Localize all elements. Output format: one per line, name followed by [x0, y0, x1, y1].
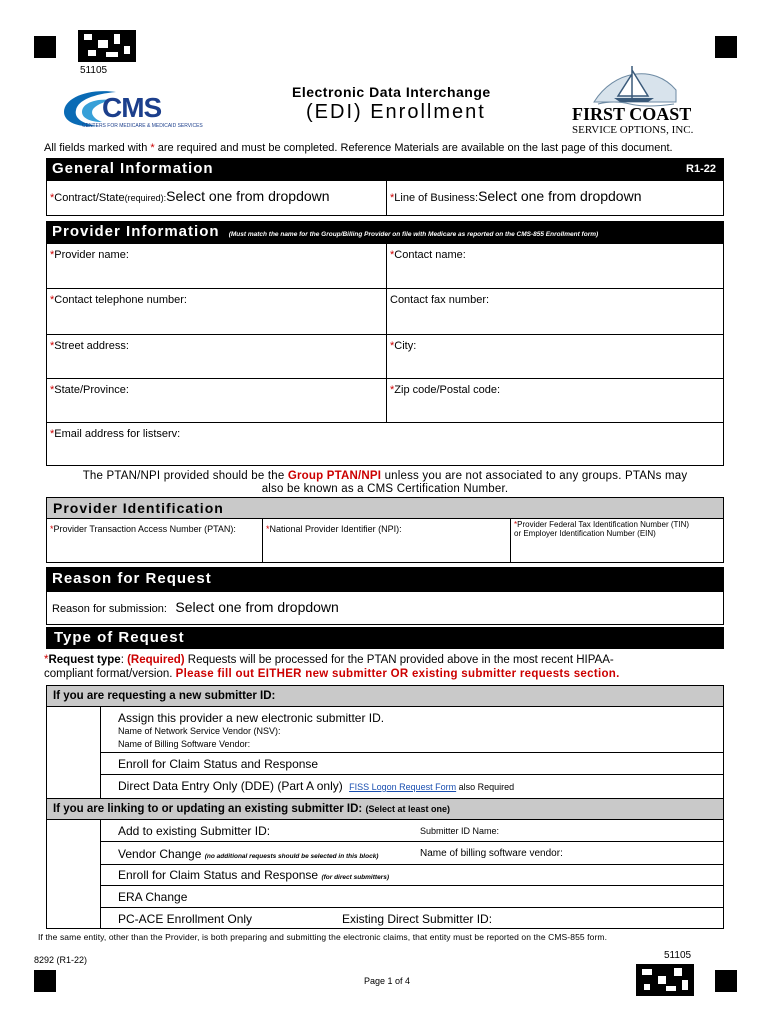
registration-mark-bottom-left [34, 970, 56, 992]
cms-logo [58, 86, 208, 132]
vendor-change-option[interactable]: Vendor Change (no additional requests should be selected in this block) [118, 847, 379, 861]
contract-state-field[interactable]: *Contract/State(required):Select one from dropdown [50, 188, 330, 204]
add-existing-id-option[interactable]: Add to existing Submitter ID: [118, 824, 271, 838]
reason-bar [46, 567, 724, 591]
existing-submitter-header: If you are linking to or updating an existing submitter ID: (Select at least one) [46, 798, 724, 820]
provider-name-field[interactable]: *Provider name: [50, 249, 129, 261]
registration-mark-top-left [34, 36, 56, 58]
provider-info-note: (Must match the name for the Group/Billing Provider on file with Medicare as reported on the CMS-855 Enrollment form) [228, 231, 599, 238]
new-submitter-header: If you are requesting a new submitter ID: [46, 685, 724, 707]
cms-logo-text: CMS [102, 92, 162, 123]
title-line2: (EDI) Enrollment [306, 101, 486, 123]
first-coast-sub: SERVICE OPTIONS, INC. [572, 124, 694, 136]
ptan-note: The PTAN/NPI provided should be the Group PTAN/NPI unless you are not associated to any groups. PTANs may also be known as a CMS Certification Number. [82, 470, 688, 495]
general-info-title: General Information [52, 160, 214, 177]
first-coast-logo [570, 60, 710, 138]
provider-info-title: Provider Information [52, 223, 220, 240]
form-id-top: 51105 [80, 65, 108, 76]
entity-note: If the same entity, other than the Provider, is both preparing and submitting the electronic claims, that entity must be reported on the CMS-855 form. [38, 932, 608, 942]
revision-label: R1-22 [686, 163, 716, 175]
email-listserv-field[interactable]: *Email address for listserv: [50, 428, 181, 440]
contact-fax-field[interactable]: Contact fax number: [390, 294, 490, 306]
type-bar [46, 627, 724, 649]
first-coast-name: FIRST COAST [572, 104, 692, 124]
title-line1: Electronic Data Interchange [292, 84, 491, 100]
zip-code-field[interactable]: *Zip code/Postal code: [390, 384, 501, 396]
provider-info-bar [46, 221, 724, 243]
form-number: 8292 (R1-22) [34, 955, 88, 965]
ptan-field[interactable]: *Provider Transaction Access Number (PTAN): [50, 524, 236, 534]
page-number: Page 1 of 4 [364, 976, 411, 986]
city-field[interactable]: *City: [390, 340, 417, 352]
billing-software-vendor-field[interactable]: Name of billing software vendor: [420, 848, 563, 859]
new-claim-status-option[interactable]: Enroll for Claim Status and Response [118, 757, 319, 771]
barcode-top [78, 30, 136, 62]
era-change-option[interactable]: ERA Change [118, 890, 188, 904]
existing-claim-status-option[interactable]: Enroll for Claim Status and Response (for direct submitters) [118, 868, 389, 882]
reason-field[interactable]: Reason for submission: Select one from dropdown [52, 599, 339, 615]
npi-field[interactable]: *National Provider Identifier (NPI): [266, 524, 402, 534]
form-id-bottom: 51105 [664, 950, 692, 961]
billing-vendor-field[interactable]: Name of Billing Software Vendor: [118, 739, 251, 749]
contact-name-field[interactable]: *Contact name: [390, 249, 466, 261]
registration-mark-bottom-right [715, 970, 737, 992]
dde-option[interactable]: Direct Data Entry Only (DDE) (Part A only) FISS Logon Request Form also Required [118, 779, 515, 793]
assign-new-id-option[interactable]: Assign this provider a new electronic submitter ID. [118, 711, 385, 725]
general-info-bar [46, 158, 724, 180]
registration-mark-top-right [715, 36, 737, 58]
cms-logo-subtitle: CENTERS FOR MEDICARE & MEDICAID SERVICES [82, 123, 203, 129]
contract-dropdown[interactable]: Select one from dropdown [166, 188, 330, 204]
reason-dropdown[interactable]: Select one from dropdown [175, 599, 339, 615]
instructions: All fields marked with * are required and must be completed. Reference Materials are available on the last page of this document. [44, 142, 673, 154]
street-address-field[interactable]: *Street address: [50, 340, 129, 352]
provider-id-title: Provider Identification [53, 500, 224, 516]
provider-id-bar [46, 497, 724, 519]
line-of-business-field[interactable]: *Line of Business:Select one from dropdown [390, 188, 642, 204]
submitter-id-name-field[interactable]: Submitter ID Name: [420, 826, 500, 836]
direct-submitter-id-field[interactable]: Existing Direct Submitter ID: [342, 912, 493, 926]
state-province-field[interactable]: *State/Province: [50, 384, 129, 396]
lob-dropdown[interactable]: Select one from dropdown [478, 188, 642, 204]
tin-field[interactable]: *Provider Federal Tax Identification Number (TIN) or Employer Identification Number (EIN) [514, 520, 690, 538]
contact-phone-field[interactable]: *Contact telephone number: [50, 294, 187, 306]
fiss-logon-link[interactable]: FISS Logon Request Form [349, 782, 457, 792]
type-title: Type of Request [54, 629, 185, 646]
reason-title: Reason for Request [52, 570, 212, 587]
pc-ace-option[interactable]: PC-ACE Enrollment Only [118, 912, 253, 926]
nsv-name-field[interactable]: Name of Network Service Vendor (NSV): [118, 726, 281, 736]
barcode-bottom [636, 964, 694, 996]
request-type-text: *Request type: (Required) Requests will be processed for the PTAN provided above in the most recent HIPAA- compliant format/version. Please fill out EITHER new submitter OR existing submitter requests section. [44, 654, 620, 680]
